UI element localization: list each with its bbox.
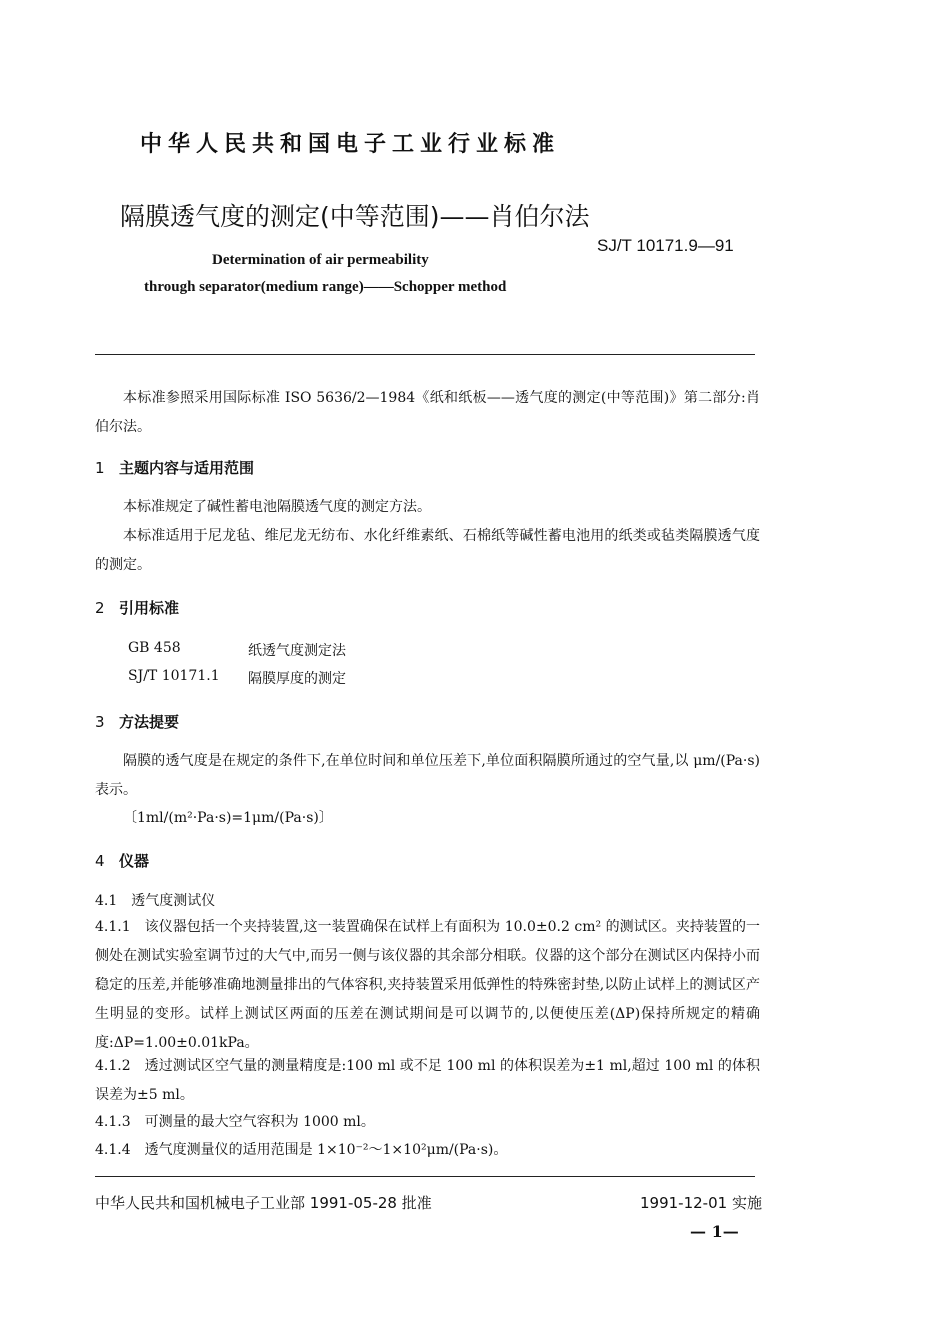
section-title: 仪器 (119, 852, 150, 870)
section-1-paragraph-1: 本标准规定了碱性蓄电池隔膜透气度的测定方法。 (123, 499, 431, 515)
section-2-heading (95, 597, 179, 618)
section-3-paragraph: 隔膜的透气度是在规定的条件下,在单位时间和单位压差下,单位面积隔膜所通过的空气量,以 μm/(Pa·s)表示。 (95, 753, 760, 798)
clause-text: 透过测试区空气量的测量精度是:100 ml 或不足 100 ml 的体积误差为±1 ml,超过 100 ml 的体积误差为±5 ml。 (95, 1058, 760, 1103)
page-number: — 1— (690, 1222, 739, 1241)
unit-formula: 〔1ml/(m²·Pa·s)=1μm/(Pa·s)〕 (123, 810, 333, 826)
section-1-heading (95, 457, 254, 478)
clause-4-1-4 (95, 1136, 760, 1165)
reference-name: 隔膜厚度的测定 (248, 671, 346, 687)
clause-4-1-2 (95, 1052, 760, 1110)
section-1-paragraph-2: 本标准适用于尼龙毡、维尼龙无纺布、水化纤维素纸、石棉纸等碱性蓄电池用的纸类或毡类隔膜透气度的测定。 (95, 528, 760, 573)
section-3-heading (95, 711, 179, 732)
clause-4-1-1 (95, 913, 760, 1058)
footer-divider (95, 1176, 755, 1177)
subsection-4-1 (95, 887, 760, 916)
section-title: 方法提要 (119, 713, 180, 731)
clause-4-1-3 (95, 1108, 760, 1137)
section-title: 主题内容与适用范围 (119, 459, 255, 477)
section-number: 1 (95, 459, 105, 477)
section-number: 4 (95, 852, 105, 870)
document-title-en-line2: through separator(medium range)——Schopper method (144, 279, 507, 295)
standard-number: SJ/T 10171.9—91 (597, 236, 734, 255)
reference-code: SJ/T 10171.1 (128, 668, 220, 684)
clause-number: 4.1.1 (95, 919, 131, 935)
section-number: 3 (95, 713, 105, 731)
header-divider (95, 354, 755, 355)
reference-name: 纸透气度测定法 (248, 643, 346, 659)
standard-organization-header: 中华人民共和国电子工业行业标准 (140, 132, 561, 157)
clause-text: 透气度测量仪的适用范围是 1×10⁻²～1×10²μm/(Pa·s)。 (144, 1142, 508, 1158)
approval-line: 中华人民共和国机械电子工业部 1991-05-28 批准 (95, 1194, 432, 1212)
clause-title: 透气度测试仪 (131, 893, 216, 909)
clause-number: 4.1.3 (95, 1114, 131, 1130)
clause-text: 可测量的最大空气容积为 1000 ml。 (144, 1114, 375, 1130)
intro-paragraph: 本标准参照采用国际标准 ISO 5636/2—1984《纸和纸板——透气度的测定(中等范围)》第二部分:肖伯尔法。 (95, 390, 760, 435)
clause-number: 4.1 (95, 893, 118, 909)
section-number: 2 (95, 599, 105, 617)
implementation-date: 1991-12-01 实施 (640, 1194, 762, 1212)
document-title-en-line1: Determination of air permeability (212, 252, 429, 268)
clause-text: 该仪器包括一个夹持装置,这一装置确保在试样上有面积为 10.0±0.2 cm² 的测试区。夹持装置的一侧处在测试实验室调节过的大气中,而另一侧与该仪器的其余部分相联。仪器的这个部分在测试区内保持小而稳定的压差,并能够准确地测量排出的气体容积,夹持装置采用低弹性的特殊密封垫,以防止试样上的测试区产生明显的变形。试样上测试区两面的压差在测试期间是可以调节的,以便使压差(ΔP)保持所规定的精确度:ΔP=1.00±0.01kPa。 (95, 919, 760, 1051)
document-title-cn: 隔膜透气度的测定(中等范围)——肖伯尔法 (120, 202, 590, 231)
section-title: 引用标准 (119, 599, 180, 617)
clause-number: 4.1.2 (95, 1058, 131, 1074)
section-4-heading (95, 850, 149, 871)
clause-number: 4.1.4 (95, 1142, 131, 1158)
reference-code: GB 458 (128, 640, 181, 656)
